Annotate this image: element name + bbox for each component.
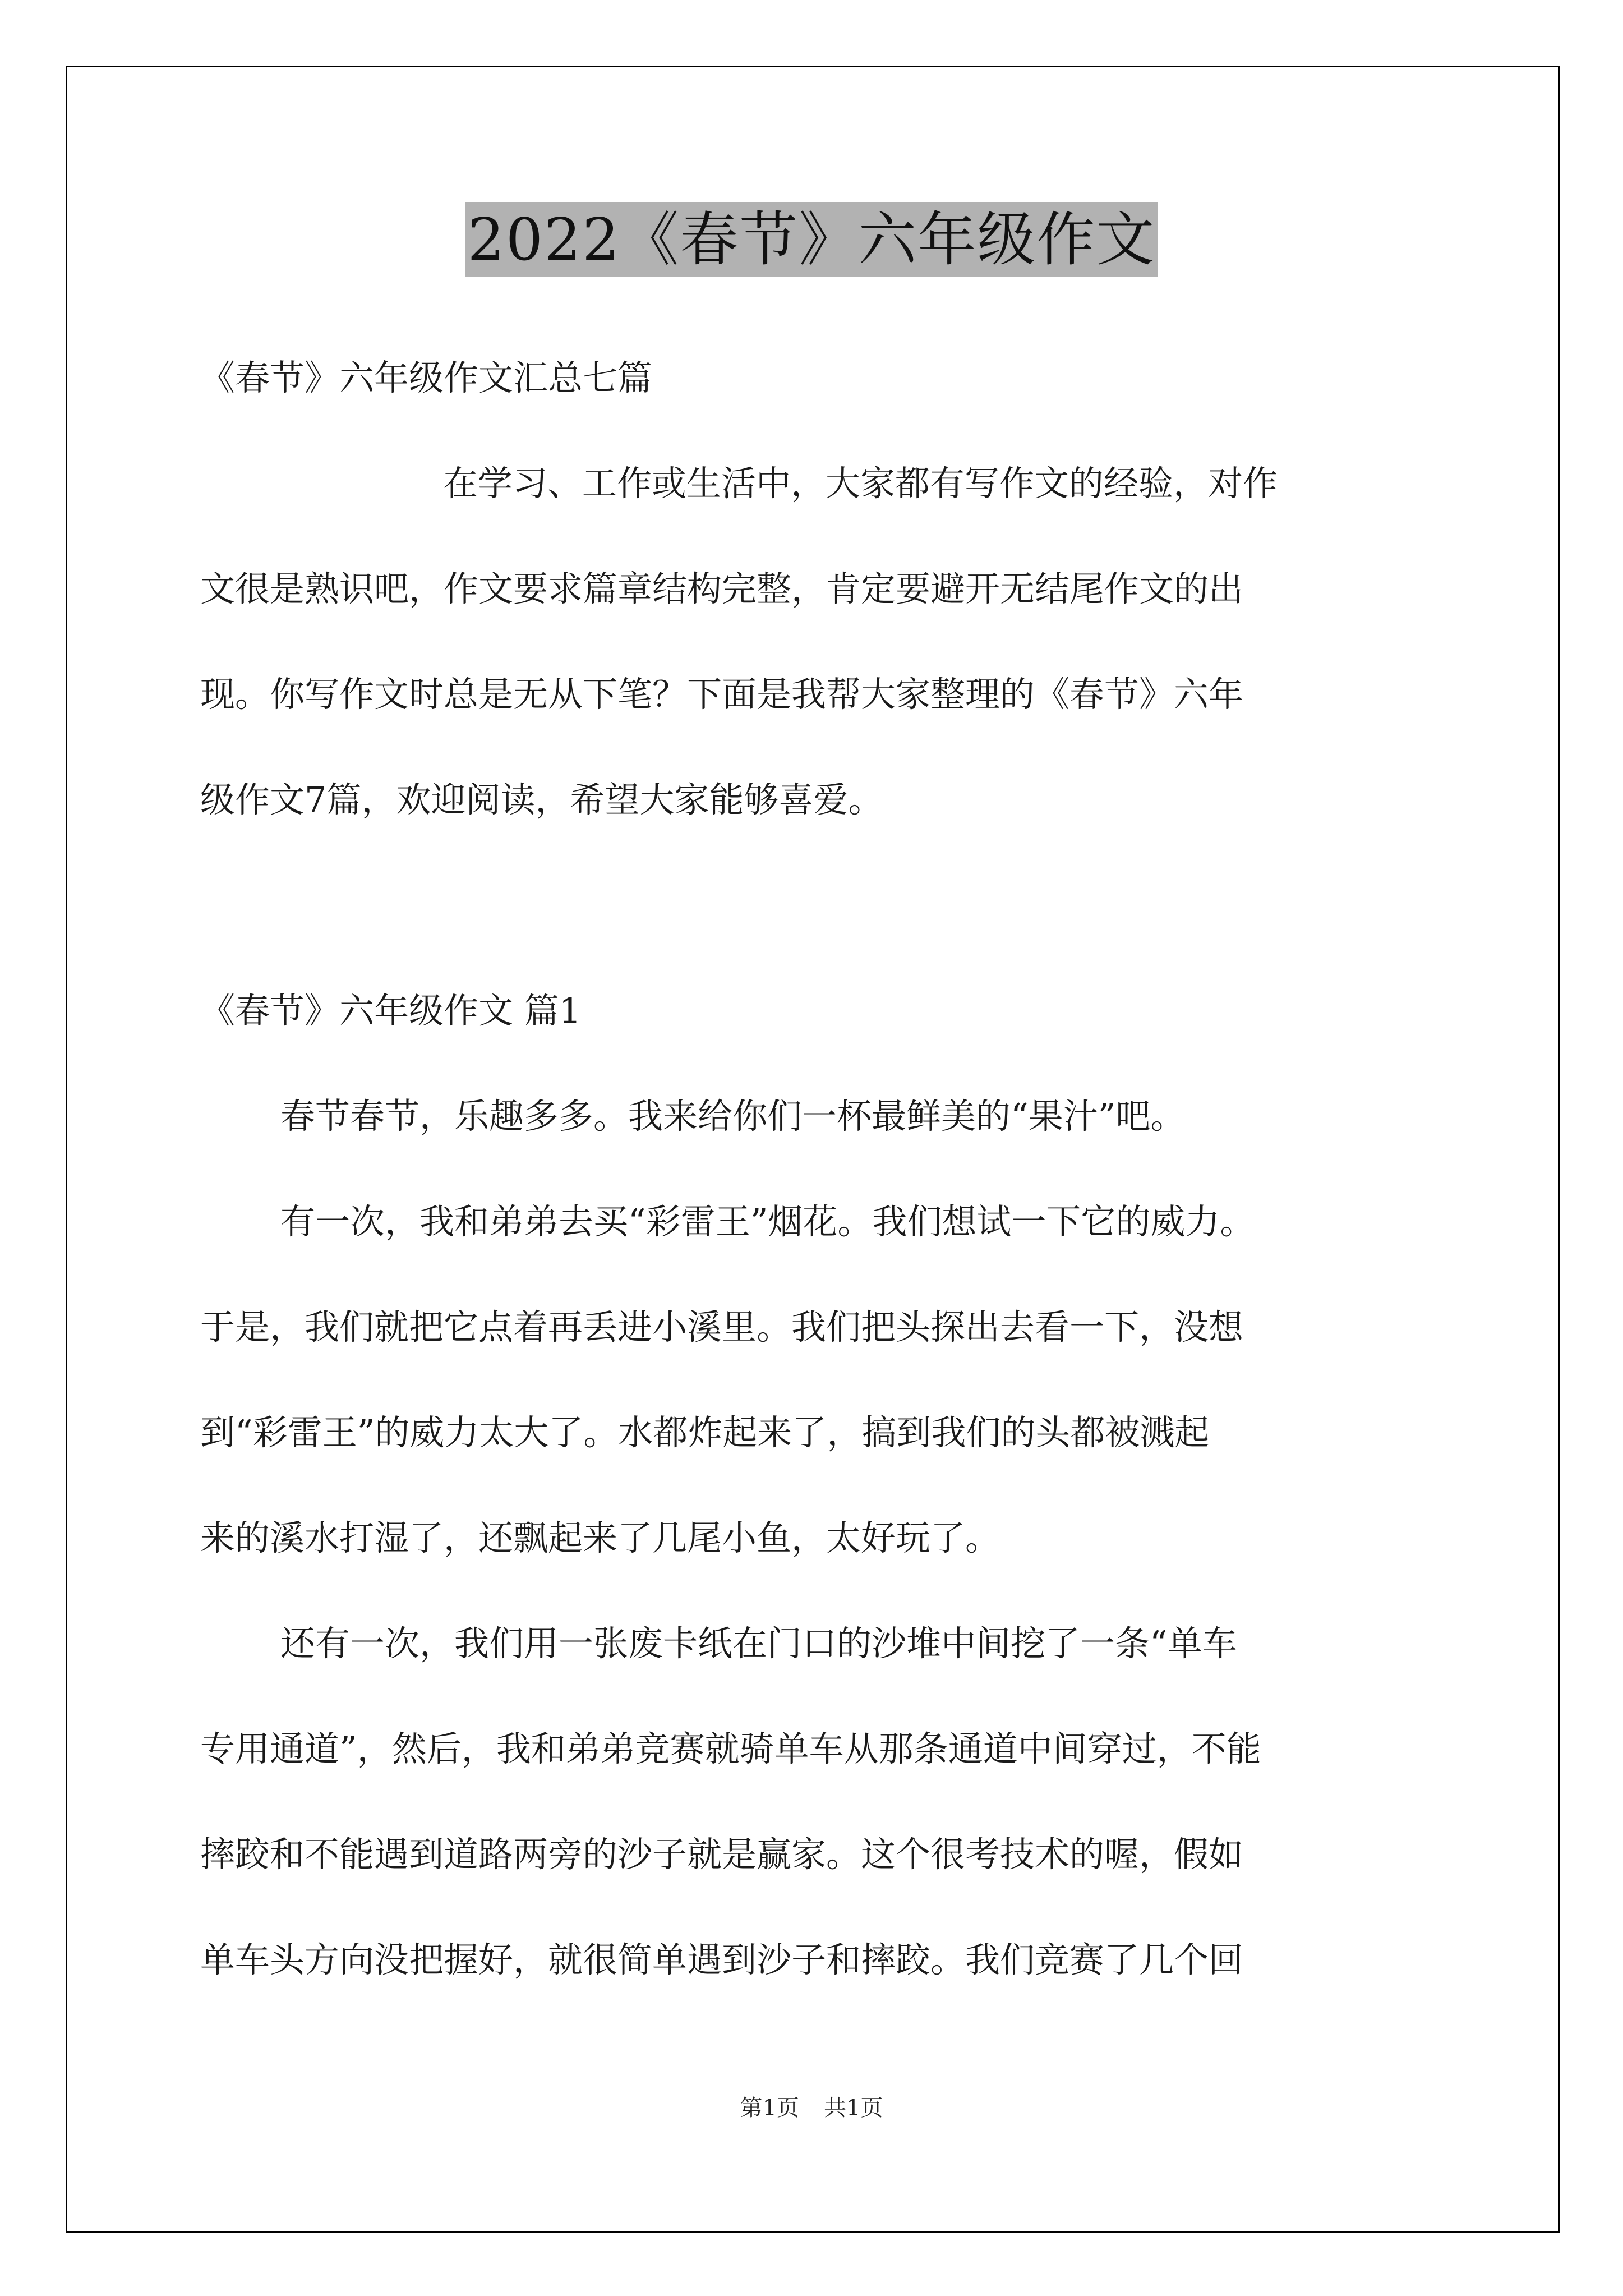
body-line: 摔跤和不能遇到道路两旁的沙子就是赢家。这个很考技术的喔，假如 [200, 1834, 1244, 1875]
page-footer [0, 2092, 1623, 2124]
body-line: 还有一次，我们用一张废卡纸在门口的沙堆中间挖了一条“单车 [280, 1623, 1237, 1664]
body-line: 有一次，我和弟弟去买“彩雷王”烟花。我们想试一下它的威力。 [280, 1201, 1255, 1242]
body-line: 单车头方向没把握好，就很简单遇到沙子和摔跤。我们竞赛了几个回 [200, 1939, 1244, 1980]
body-line: 来的溪水打湿了，还飘起来了几尾小鱼，太好玩了。 [200, 1517, 1000, 1558]
subtitle: 《春节》六年级作文汇总七篇 [200, 357, 653, 398]
body-line: 于是，我们就把它点着再丢进小溪里。我们把头探出去看一下，没想 [200, 1306, 1244, 1347]
intro-line: 现。你写作文时总是无从下笔？下面是我帮大家整理的《春节》六年 [200, 674, 1244, 715]
intro-line: 在学习、工作或生活中，大家都有写作文的经验，对作 [443, 463, 1278, 504]
body-line: 到“彩雷王”的威力太大了。水都炸起来了，搞到我们的头都被溅起 [200, 1412, 1210, 1453]
body-line: 春节春节，乐趣多多。我来给你们一杯最鲜美的“果汁”吧。 [280, 1096, 1186, 1137]
title-container [0, 202, 1623, 277]
document-title: 2022《春节》六年级作文 [465, 202, 1158, 277]
body-line: 专用通道”，然后，我和弟弟竞赛就骑单车从那条通道中间穿过，不能 [200, 1728, 1261, 1769]
page-total: 共1页 [824, 2095, 883, 2121]
intro-line: 级作文7篇，欢迎阅读，希望大家能够喜爱。 [200, 779, 883, 820]
section-heading: 《春节》六年级作文 篇1 [200, 990, 582, 1031]
intro-line: 文很是熟识吧，作文要求篇章结构完整，肯定要避开无结尾作文的出 [200, 568, 1244, 609]
page-number: 第1页 [740, 2095, 799, 2121]
